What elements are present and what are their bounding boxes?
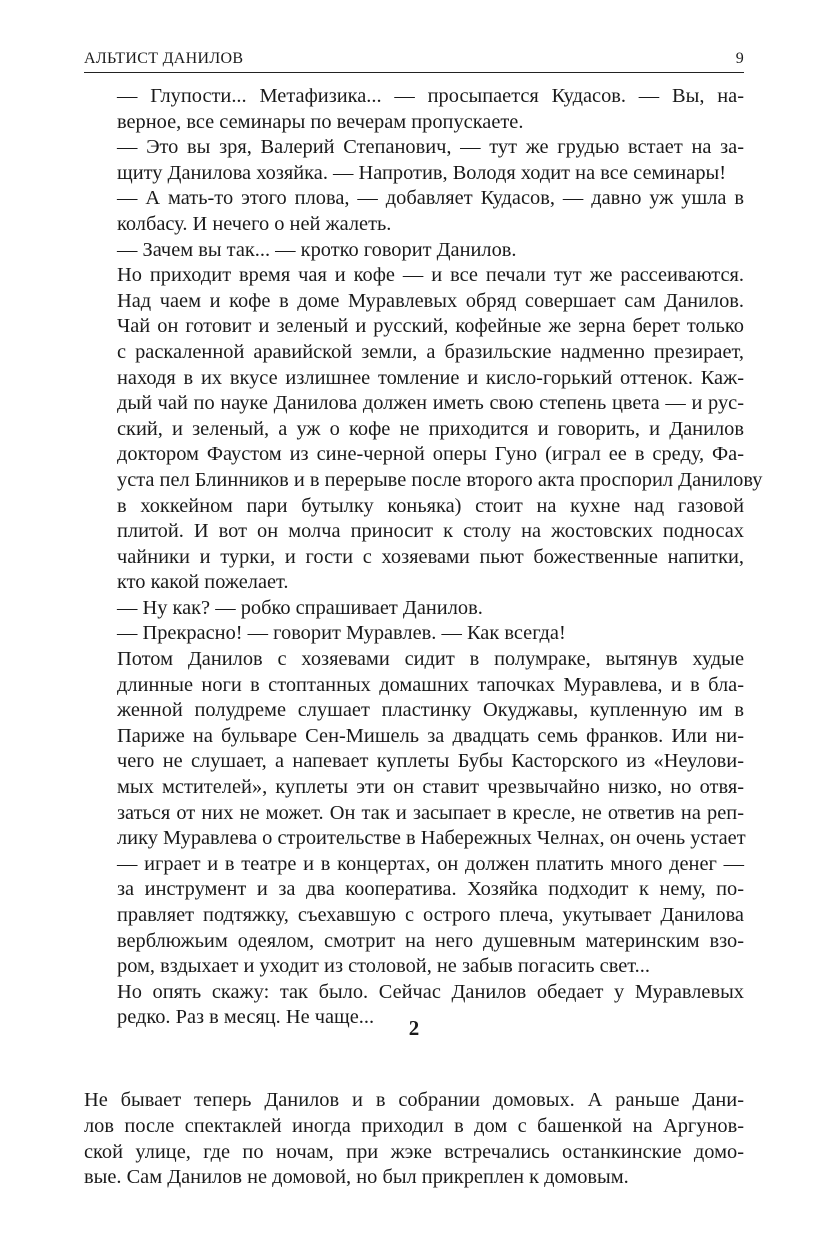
running-title: АЛЬТИСТ ДАНИЛОВ <box>84 50 244 67</box>
text-line: уста пел Блинников и в перерыве после второго акта проспорил Данилову <box>117 468 763 491</box>
body-text <box>84 84 763 1031</box>
text-line: Потом Данилов с хозяевами сидит в полумраке, вытянув худые <box>117 648 744 671</box>
paragraph <box>84 186 744 237</box>
text-line: в хоккейном пари бутылку коньяка) стоит на кухне над газовой <box>117 494 744 517</box>
text-line: щиту Данилова хозяйка. — Напротив, Володя ходит на все семинары! <box>117 161 726 184</box>
text-line: верблюжьим одеялом, смотрит на него душевным материнским взо- <box>117 929 744 952</box>
text-line: редко. Раз в месяц. Не чаще... <box>117 1006 375 1029</box>
text-line: длинные ноги в стоптанных домашних тапочках Муравлева, и в бла- <box>117 673 744 696</box>
text-line: верное, все семинары по вечерам пропускаете. <box>117 110 524 133</box>
text-line: находя в их вкусе излишнее томление и кисло-горький оттенок. Каж- <box>117 366 744 389</box>
text-line: плитой. И вот он молча приносит к столу на жостовских подносах <box>117 520 744 543</box>
text-line: правляет подтяжку, съехавшую с острого плеча, укутывает Данилова <box>117 904 744 926</box>
text-line: доктором Фаустом из сине-черной оперы Гуно (играл ее в среду, Фа- <box>117 443 744 466</box>
text-line: с раскаленной аравийской земли, а бразильские надменно презирает, <box>117 340 744 363</box>
paragraph <box>84 621 744 647</box>
text-line: чайники и турки, и гости с хозяевами пьют божественные напитки, <box>117 545 744 568</box>
text-line: ский, и зеленый, а уж о кофе не приходится и говорить, и Данилов <box>117 417 744 440</box>
text-line: — играет и в театре и в концертах, он должен платить много денег — <box>117 852 744 875</box>
paragraph <box>84 647 744 980</box>
text-line: ской улице, где по ночам, при жэке встречались останкинские домо- <box>84 1140 744 1163</box>
text-line: Над чаем и кофе в доме Муравлевых обряд совершает сам Данилов. <box>117 289 744 312</box>
text-line: за инструмент и за два кооператива. Хозяйка подходит к нему, по- <box>117 878 744 901</box>
paragraph <box>84 135 744 186</box>
text-line: — А мать-то этого плова, — добавляет Кудасов, — давно уж ушла в <box>117 187 744 210</box>
text-line: вые. Сам Данилов не домовой, но был прикреплен к домовым. <box>84 1166 629 1189</box>
running-header <box>84 50 744 73</box>
text-line: Не бывает теперь Данилов и в собрании домовых. А раньше Дани- <box>84 1089 744 1112</box>
text-line: Париже на бульваре Сен-Мишель за двадцать семь франков. Или ни- <box>117 724 744 747</box>
paragraph <box>84 596 744 622</box>
text-line: дый чай по науке Данилова должен иметь свою степень цвета — и рус- <box>117 392 744 415</box>
text-line: мых мстителей», куплеты эти он ставит чрезвычайно низко, но отвя- <box>117 776 744 799</box>
text-line: Но приходит время чая и кофе — и все печали тут же рассеиваются. <box>117 264 744 287</box>
text-line: — Зачем вы так... — кротко говорит Данилов. <box>117 238 517 261</box>
text-line: чего не слушает, а напевает куплеты Бубы Касторского из «Неулови- <box>117 750 744 773</box>
text-line: — Глупости... Метафизика... — просыпается Кудасов. — Вы, на- <box>117 85 744 107</box>
page-number: 9 <box>735 50 744 67</box>
text-line: женной полудреме слушает пластинку Окуджавы, купленную им в <box>117 699 744 722</box>
text-line: — Прекрасно! — говорит Муравлев. — Как всегда! <box>117 622 566 645</box>
paragraph <box>84 1088 744 1190</box>
chapter-number: 2 <box>408 1016 420 1040</box>
text-line: колбасу. И нечего о ней жалеть. <box>117 212 392 235</box>
text-line: — Это вы зря, Валерий Степанович, — тут же грудью встает на за- <box>117 136 744 159</box>
paragraph <box>84 84 744 135</box>
text-line: лику Муравлева о строительстве в Набережных Челнах, он очень устает <box>117 827 746 850</box>
text-line: ром, вздыхает и уходит из столовой, не забыв погасить свет... <box>117 955 650 978</box>
text-line: — Ну как? — робко спрашивает Данилов. <box>117 596 483 619</box>
text-line: Но опять скажу: так было. Сейчас Данилов обедает у Муравлевых <box>117 980 744 1003</box>
text-line: Чай он готовит и зеленый и русский, кофейные же зерна берет только <box>117 315 744 338</box>
paragraph <box>84 263 763 596</box>
text-line: лов после спектаклей иногда приходил в дом с башенкой на Аргунов- <box>84 1114 744 1137</box>
paragraph <box>84 238 744 264</box>
chapter-text <box>84 1068 744 1211</box>
text-line: кто какой пожелает. <box>117 571 289 594</box>
text-line: заться от них не может. Он так и засыпает в кресле, не ответив на реп- <box>117 801 744 824</box>
